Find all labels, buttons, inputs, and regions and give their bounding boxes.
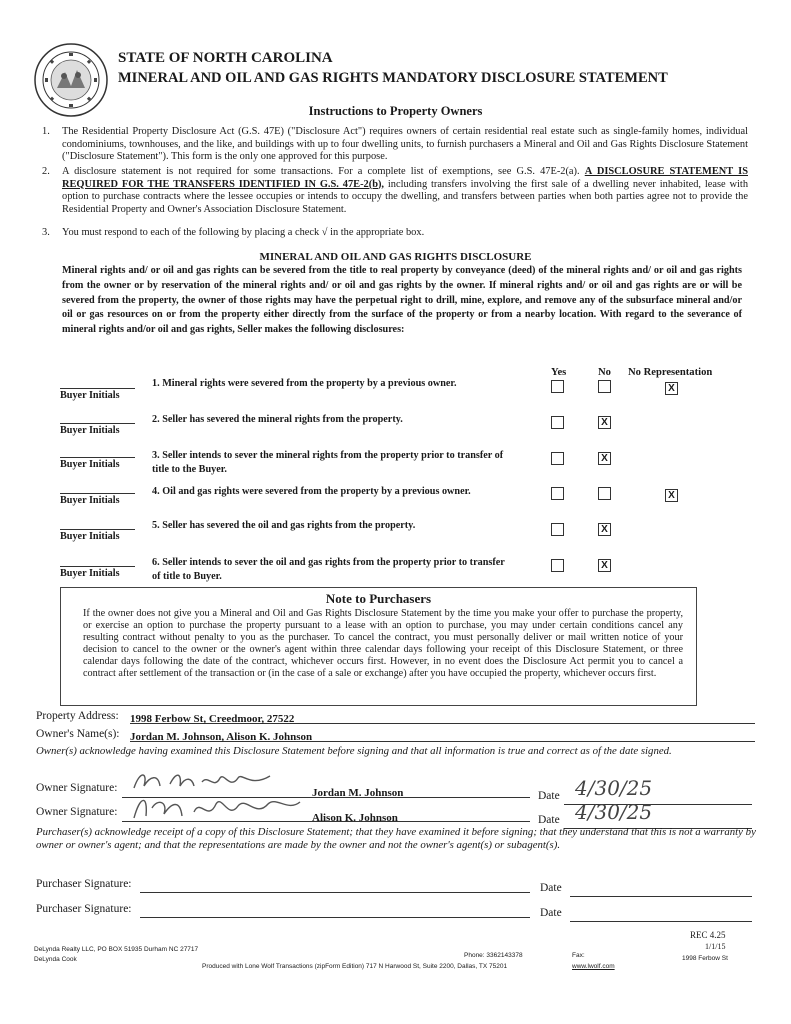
- yes-checkbox[interactable]: [551, 416, 564, 429]
- owner-signature-handwritten: [128, 792, 308, 829]
- purchaser-signature-label: Purchaser Signature:: [36, 878, 132, 890]
- instructions-title: Instructions to Property Owners: [308, 104, 483, 118]
- owner-signature-label: Owner Signature:: [36, 806, 118, 818]
- instruction-item-2: [42, 166, 748, 216]
- owner-date-handwritten: 4/30/25: [575, 776, 653, 800]
- instruction-text: You must respond to each of the following by placing a check √ in the appropriate box.: [62, 227, 425, 238]
- disclosure-intro: Mineral rights and/ or oil and gas rights can be severed from the title to real property by conveyance (deed) of the mineral rights and/ or oil and gas rights from the owner or by reservation of the mineral rights and/ or oil and gas rights by the owner. If mineral rights and/ or oil and gas rights are or will be severed from the property, the owner of those rights may have the perpetual right to drill, mine, explore, and remove any of the subsurface mineral and/or oil or gas resources on or from the property either directly from the surface of the property or from a nearby location. With regard to the severance of mineral rights and/or oil and gas rights, Seller makes the following disclosures:: [62, 265, 742, 336]
- form-header-title: MINERAL AND OIL AND GAS RIGHTS MANDATORY DISCLOSURE STATEMENT: [118, 70, 668, 86]
- buyer-initials-label: Buyer Initials: [60, 531, 120, 542]
- property-address-field[interactable]: [130, 709, 755, 724]
- yes-checkbox[interactable]: [551, 523, 564, 536]
- buyer-initials-line[interactable]: [60, 423, 135, 424]
- buyer-initials-line[interactable]: [60, 529, 135, 530]
- instruction-text: The Residential Property Disclosure Act (G.S. 47E) ("Disclosure Act") requires owners of certain residential real estate such as single-family homes, individual condominiums, townhouses, and the like, and buildings with up to four dwelling units, to furnish purchasers a Mineral and Oil and Gas Rights Disclosure Statement ("Disclosure Statement"). This form is the only one approved for this purpose.: [62, 126, 748, 163]
- phone-number: Phone: 3362143378: [464, 952, 523, 959]
- no-checkbox-checked[interactable]: X: [598, 523, 611, 536]
- disclosure-row-6: 6. Seller intends to sever the oil and gas rights from the property prior to transfer of title to Buyer.: [152, 557, 505, 582]
- buyer-initials-label: Buyer Initials: [60, 390, 120, 401]
- buyer-initials-line[interactable]: [60, 388, 135, 389]
- buyer-initials-label: Buyer Initials: [60, 495, 120, 506]
- instruction-item-3: [42, 227, 748, 240]
- yes-checkbox[interactable]: [551, 487, 564, 500]
- instruction-text-emphasis: A DISCLOSURE STATEMENT IS REQUIRED FOR THE TRANSFERS IDENTIFIED IN G.S. 47E-2(b),: [62, 166, 748, 190]
- owner-signature-label: Owner Signature:: [36, 782, 118, 794]
- no-checkbox-checked[interactable]: X: [598, 559, 611, 572]
- owners-name-field[interactable]: [130, 727, 755, 742]
- purchaser-date-field[interactable]: [570, 882, 752, 897]
- owner-acknowledgement: Owner(s) acknowledge having examined this Disclosure Statement before signing and that all information is true and correct as of the date signed.: [36, 745, 672, 757]
- no-checkbox-checked[interactable]: X: [598, 416, 611, 429]
- owner-name-printed: Jordan M. Johnson: [312, 787, 404, 799]
- date-label: Date: [540, 907, 562, 919]
- yes-checkbox[interactable]: [551, 380, 564, 393]
- buyer-initials-label: Buyer Initials: [60, 568, 120, 579]
- disclosure-row-5: 5. Seller has severed the oil and gas rights from the property.: [152, 520, 416, 531]
- no-representation-checkbox-checked[interactable]: X: [665, 382, 678, 395]
- instruction-item-1: [42, 126, 748, 164]
- property-address-value: 1998 Ferbow St, Creedmoor, 27522: [130, 713, 295, 725]
- buyer-initials-line[interactable]: [60, 566, 135, 567]
- buyer-initials-label: Buyer Initials: [60, 459, 120, 470]
- yes-checkbox[interactable]: [551, 559, 564, 572]
- buyer-initials-line[interactable]: [60, 457, 135, 458]
- buyer-initials-line[interactable]: [60, 493, 135, 494]
- yes-checkbox[interactable]: [551, 452, 564, 465]
- instruction-number: 1.: [42, 126, 50, 137]
- owners-name-label: Owner's Name(s):: [36, 728, 120, 740]
- purchaser-signature-field[interactable]: [140, 878, 530, 893]
- property-address-label: Property Address:: [36, 710, 119, 722]
- no-checkbox-checked[interactable]: X: [598, 452, 611, 465]
- form-date: 1/1/15: [705, 942, 726, 951]
- instruction-text-part: including transfers involving the first sale of a dwelling never inhabited, lease with option to purchase contracts where the lessee occupies or intends to occupy the dwelling, and transfers between parties when both parties agree not to provide the Residential Property and Owner's Association Disclosure Statement.: [62, 178, 749, 215]
- date-label: Date: [538, 814, 560, 826]
- buyer-initials-label: Buyer Initials: [60, 425, 120, 436]
- note-title: Note to Purchasers: [325, 591, 432, 606]
- agent-name: DeLynda Cook: [34, 956, 77, 963]
- disclosure-row-1: 1. Mineral rights were severed from the property by a previous owner.: [152, 378, 457, 389]
- form-id: REC 4.25: [690, 930, 726, 940]
- column-no-header: No: [598, 367, 611, 378]
- disclosure-row-3: 3. Seller intends to sever the mineral rights from the property prior to transfer of title to the Buyer.: [152, 450, 504, 475]
- no-representation-checkbox-checked[interactable]: X: [665, 489, 678, 502]
- form-header-state: STATE OF NORTH CAROLINA: [118, 50, 333, 66]
- no-checkbox[interactable]: [598, 487, 611, 500]
- note-text: If the owner does not give you a Mineral and Oil and Gas Rights Disclosure Statement by the time you make your offer to purchase the property, or exercise an option to purchase the property pursuant to a lease with an option to purchase, you may under certain conditions cancel any resulting contract without penalty to you as the purchaser. To cancel the contract, you must personally deliver or mail written notice of your decision to cancel to the owner or the owner's agent within three calendar days following your receipt of this Disclosure Statement, or three calendar days following the date of the contract, whichever occurs first. However, in no event does the Disclosure Act permit you to cancel a contract after settlement of the transaction or (in the case of a sale or exchange) after you have occupied the property, whichever occurs first.: [83, 608, 683, 679]
- instruction-number: 3.: [42, 227, 50, 238]
- fax-number: Fax:: [572, 952, 585, 959]
- website-link[interactable]: www.lwolf.com: [572, 963, 615, 970]
- purchaser-date-field[interactable]: [570, 907, 752, 922]
- disclosure-row-2: 2. Seller has severed the mineral rights from the property.: [152, 414, 403, 425]
- column-yes-header: Yes: [551, 367, 567, 378]
- instruction-text-part: A disclosure statement is not required for some transactions. For a complete list of exemptions, see G.S. 47E-2(a).: [62, 166, 585, 177]
- date-label: Date: [538, 790, 560, 802]
- no-checkbox[interactable]: [598, 380, 611, 393]
- instruction-text: [62, 166, 748, 216]
- disclosure-title: MINERAL AND OIL AND GAS RIGHTS DISCLOSURE: [259, 251, 532, 263]
- purchaser-signature-field[interactable]: [140, 903, 530, 918]
- disclosure-row-4: 4. Oil and gas rights were severed from the property by a previous owner.: [152, 486, 471, 497]
- owners-name-value: Jordan M. Johnson, Alison K. Johnson: [130, 731, 313, 743]
- note-to-purchasers-box: [60, 587, 697, 706]
- instruction-number: 2.: [42, 166, 50, 177]
- brokerage-info: DeLynda Realty LLC, PO BOX 51935 Durham NC 27717: [34, 946, 199, 953]
- owner-name-printed: Alison K. Johnson: [312, 812, 398, 824]
- purchaser-acknowledgement: Purchaser(s) acknowledge receipt of a copy of this Disclosure Statement; that they have examined it before signing; that they understand that this is not a warranty by owner or owner's agent; and that the representations are made by the owner and not the owner's agent(s) or subagent(s).: [36, 826, 756, 851]
- column-no-representation-header: No Representation: [628, 367, 713, 378]
- producer-info: Produced with Lone Wolf Transactions (zipForm Edition) 717 N Harwood St, Suite 2200, Dallas, TX 75201: [202, 963, 508, 970]
- file-name: 1998 Ferbow St: [682, 955, 728, 962]
- owner-date-handwritten: 4/30/25: [575, 800, 653, 824]
- date-label: Date: [540, 882, 562, 894]
- purchaser-signature-label: Purchaser Signature:: [36, 903, 132, 915]
